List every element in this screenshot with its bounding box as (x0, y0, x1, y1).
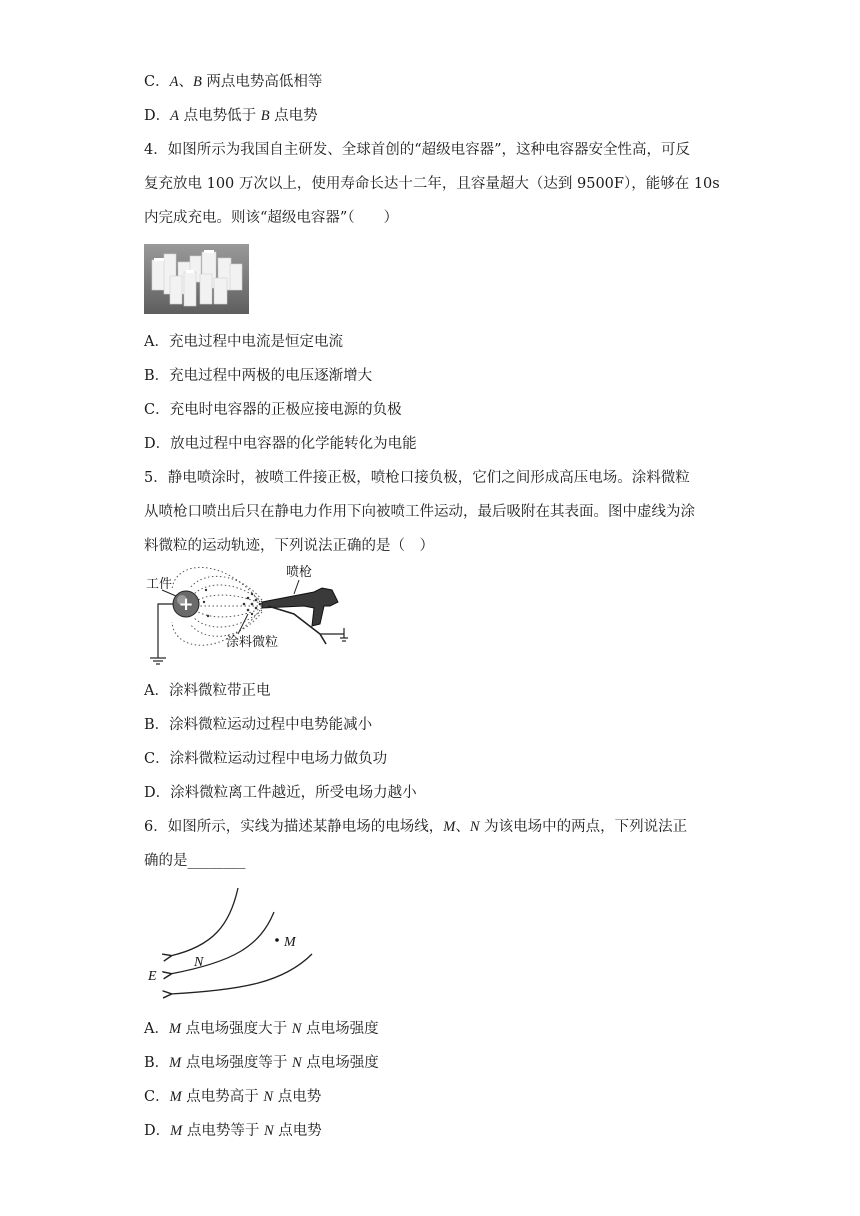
point-n: N (291, 1021, 302, 1037)
spray-gun-label: 喷枪 (286, 565, 313, 580)
option-text: 点电势 (273, 1089, 322, 1105)
point-b: B (192, 74, 202, 90)
point-m: M (443, 819, 456, 835)
paint-particles-label: 涂料微粒 (226, 635, 279, 650)
q6-option-c (144, 1087, 321, 1107)
point-n: N (263, 1089, 274, 1105)
q5-option-b: B．涂料微粒运动过程中电势能减小 (144, 717, 373, 733)
option-text: 点电场强度 (301, 1021, 379, 1037)
option-prefix: D． (144, 1123, 171, 1139)
option-text: 两点电势高低相等 (201, 74, 323, 90)
point-m: M (169, 1055, 182, 1071)
option-text: 点电场强度 (301, 1055, 379, 1071)
option-prefix: D． (144, 108, 171, 124)
q4-option-c: C．充电时电容器的正极应接电源的负极 (144, 402, 402, 418)
stem-text: 为该电场中的两点，下列说法正 (479, 819, 688, 835)
q4-option-b: B．充电过程中两极的电压逐渐增大 (144, 368, 373, 384)
supercapacitor-photo (144, 244, 249, 314)
q5-stem-line-1: 5．静电喷涂时，被喷工件接正极，喷枪口接负极，它们之间形成高压电场。涂料微粒 (144, 470, 690, 486)
q6-stem-line-2: 确的是________ (144, 853, 246, 869)
q5-stem-line-3: 料微粒的运动轨迹，下列说法正确的是（ ） (144, 538, 434, 554)
q5-option-a: A．涂料微粒带正电 (144, 683, 271, 699)
option-prefix: C． (144, 1089, 170, 1105)
spray-painting-diagram (144, 562, 356, 670)
label-n: N (194, 955, 204, 970)
option-text: 点电势等于 (182, 1123, 264, 1139)
q4-stem-line-2: 复充放电 100 万次以上，使用寿命长达十二年，且容量超大（达到 9500F），能够在 10s (144, 176, 720, 192)
separator: 、 (455, 819, 470, 835)
option-text: 点电势低于 (179, 108, 261, 124)
stem-text: 6．如图所示，实线为描述某静电场的电场线， (144, 819, 444, 835)
q4-stem-line-1: 4．如图所示为我国自主研发、全球首创的“超级电容器”，这种电容器安全性高，可反 (144, 142, 691, 158)
q5-stem-line-2: 从喷枪口喷出后只在静电力作用下向被喷工件运动，最后吸附在其表面。图中虚线为涂 (144, 504, 695, 520)
option-prefix: A． (144, 1021, 169, 1037)
q3-option-c (144, 72, 322, 92)
point-n: N (469, 819, 480, 835)
label-e: E (148, 969, 157, 984)
point-a: A (170, 108, 179, 124)
option-text: 点电场强度等于 (181, 1055, 292, 1071)
q6-option-b (144, 1053, 379, 1073)
q5-option-d: D．涂料微粒离工件越近，所受电场力越小 (144, 785, 417, 801)
q6-option-d (144, 1121, 322, 1141)
plus-sign: + (178, 594, 194, 615)
point-m: M (170, 1123, 183, 1139)
option-text: 点电势 (269, 108, 318, 124)
option-text: 点电场强度大于 (181, 1021, 292, 1037)
point-n: N (263, 1123, 274, 1139)
q4-stem-line-3: 内完成充电。则该“超级电容器”（ ） (144, 210, 399, 226)
workpiece-label: 工件 (146, 577, 173, 592)
q3-option-d (144, 106, 318, 126)
q4-option-a: A．充电过程中电流是恒定电流 (144, 334, 343, 350)
point-a: A (169, 74, 179, 90)
q5-option-c: C．涂料微粒运动过程中电场力做负功 (144, 751, 388, 767)
option-prefix: B． (144, 1055, 170, 1071)
point-b: B (260, 108, 270, 124)
label-m: M (284, 935, 296, 950)
q6-option-a (144, 1019, 379, 1039)
q6-stem-line-1 (144, 817, 687, 837)
separator: 、 (178, 74, 193, 90)
point-n: N (291, 1055, 302, 1071)
point-m: M (168, 1021, 182, 1037)
option-text: 点电势高于 (181, 1089, 264, 1105)
electric-field-diagram (144, 884, 316, 1002)
point-m: M (169, 1089, 182, 1105)
option-prefix: C． (144, 74, 170, 90)
option-text: 点电势 (273, 1123, 322, 1139)
q4-option-d: D．放电过程中电容器的化学能转化为电能 (144, 436, 417, 452)
